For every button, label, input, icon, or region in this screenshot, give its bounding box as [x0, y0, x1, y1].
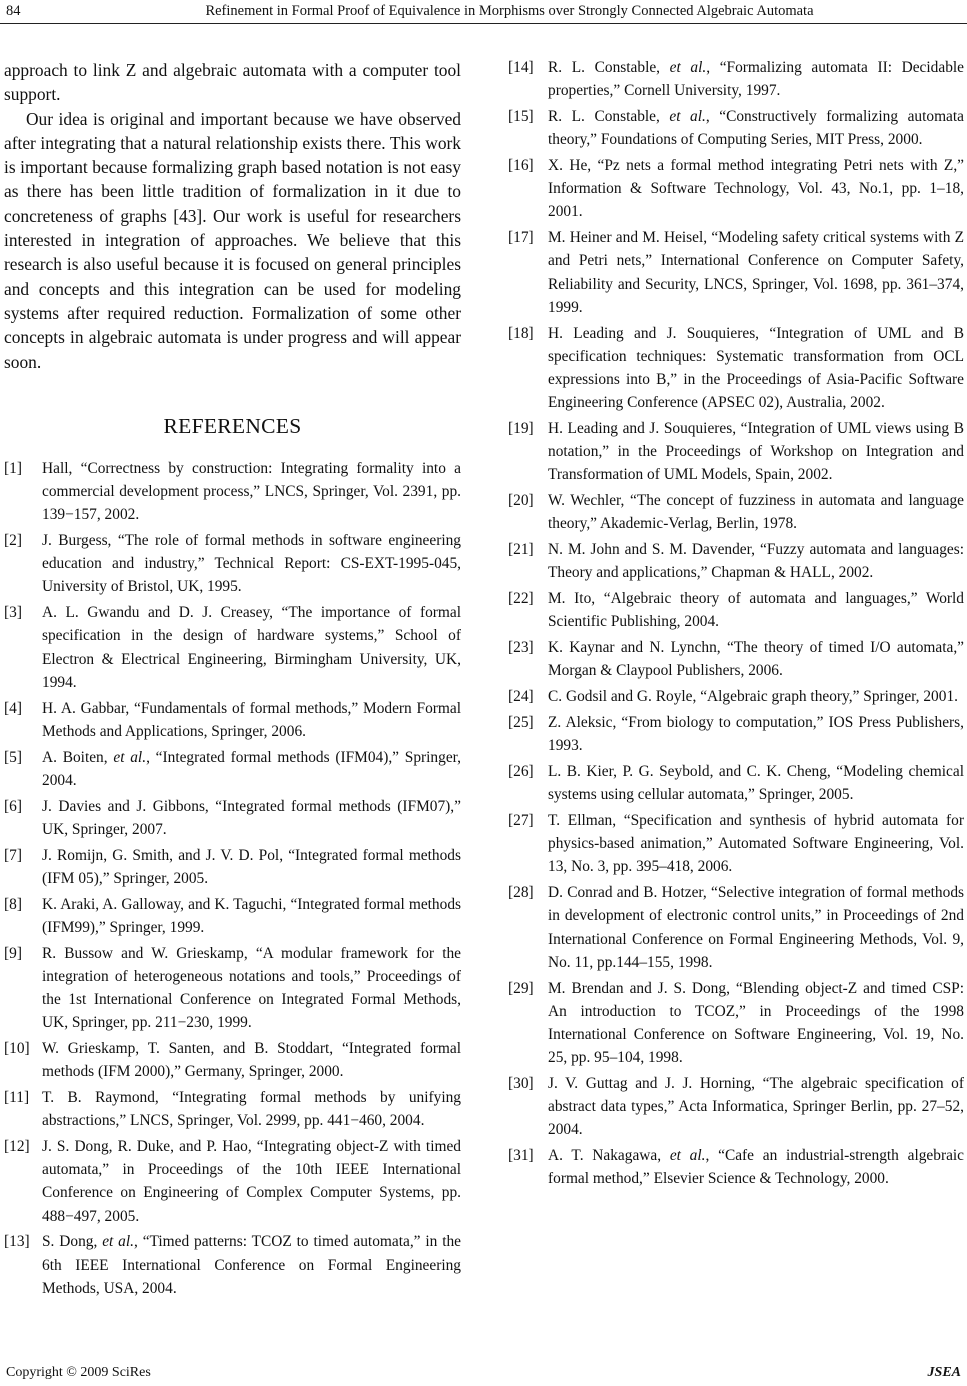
reference-text: K. Araki, A. Galloway, and K. Taguchi, “Integrated formal methods (IFM99),” Springer, 1999.	[42, 895, 461, 936]
reference-text: J. Romijn, G. Smith, and J. V. D. Pol, “Integrated formal methods (IFM 05),” Springer, 2005.	[42, 846, 461, 887]
reference-number: [19]	[508, 420, 534, 438]
reference-text: C. Godsil and G. Royle, “Algebraic graph theory,” Springer, 2001.	[548, 688, 958, 706]
reference-item	[508, 685, 964, 708]
reference-item	[508, 636, 964, 682]
reference-number: [31]	[508, 1147, 534, 1165]
reference-number: [27]	[508, 812, 534, 830]
reference-number: [8]	[4, 895, 22, 913]
reference-number: [21]	[508, 541, 534, 559]
reference-text: S. Dong, et al., “Timed patterns: TCOZ to timed automata,” in the 6th IEEE International Conference on Formal Engineering Methods, USA, 2004.	[42, 1233, 461, 1297]
body-paragraph: Our idea is original and important because we have observed after integrating that a natural relationship exists there. This work is important because formalizing graph based notation is not easy as there has been little tradition of formalization in it due to concreteness of graphs [43]. Our work is useful for researchers interested in integration of approaches. We believe that this research is also useful because it is focused on general principles and concepts and this integration can be used for modeling systems after required reduction. Formalization of some other concepts in algebraic automata is under progress and will appear soon.	[4, 108, 461, 372]
reference-item	[508, 56, 964, 102]
reference-text: X. He, “Pz nets a formal method integrating Petri nets with Z,” Information & Software Technology, Vol. 43, No.1, pp. 1–18, 2001.	[548, 157, 964, 221]
reference-number: [11]	[4, 1089, 30, 1107]
reference-item	[4, 697, 461, 743]
reference-number: [10]	[4, 1040, 30, 1058]
reference-item	[508, 881, 964, 974]
reference-item	[508, 226, 964, 319]
reference-number: [26]	[508, 763, 534, 781]
page-footer	[0, 1365, 967, 1385]
right-column	[508, 56, 964, 1193]
reference-text: J. S. Dong, R. Duke, and P. Hao, “Integrating object-Z with timed automata,” in Proceedings of the 10th IEEE International Conference on Engineering of Complex Computer Systems, pp. 488−497, 2005.	[42, 1138, 461, 1225]
reference-text: M. Brendan and J. S. Dong, “Blending object-Z and timed CSP: An introduction to TCOZ,” in Proceedings of the 1998 International Conference on Software Engineering, Vol. 19, No. 25, pp. 95–104, 1998.	[548, 979, 964, 1067]
page-number: 84	[6, 3, 21, 19]
reference-text: D. Conrad and B. Hotzer, “Selective integration of formal methods in development of electronic control units,” in Proceedings of 2nd International Conference on Formal Engineering Methods, Vol. 9, No. 11, pp.144–155, 1998.	[548, 884, 964, 971]
reference-number: [25]	[508, 714, 534, 732]
reference-number: [4]	[4, 699, 22, 717]
reference-item	[508, 587, 964, 633]
reference-item	[4, 746, 461, 792]
reference-list-right	[508, 56, 964, 1191]
reference-item	[508, 322, 964, 415]
reference-item	[4, 1135, 461, 1228]
reference-text: Z. Aleksic, “From biology to computation,” IOS Press Publishers, 1993.	[548, 714, 964, 755]
reference-number: [2]	[4, 532, 22, 550]
reference-text: L. B. Kier, P. G. Seybold, and C. K. Cheng, “Modeling chemical systems using cellular automata,” Springer, 2005.	[548, 763, 964, 804]
reference-text: R. Bussow and W. Grieskamp, “A modular framework for the integration of heterogeneous notations and tools,” Proceedings of the 1st International Conference on Integrated Formal Methods, UK, Springer, pp. 211−230, 1999.	[42, 944, 461, 1032]
reference-item	[508, 977, 964, 1070]
reference-item	[508, 711, 964, 757]
page-header	[0, 0, 967, 26]
reference-text: A. L. Gwandu and D. J. Creasey, “The importance of formal specification in the design of hardware systems,” School of Electron & Electrical Engineering, Birmingham University, UK, 1994.	[42, 604, 461, 691]
reference-number: [17]	[508, 229, 534, 247]
reference-number: [29]	[508, 979, 534, 997]
reference-text: R. L. Constable, et al., “Constructively formalizing automata theory,” Foundations of Computing Series, MIT Press, 2000.	[548, 108, 964, 149]
reference-number: [12]	[4, 1138, 30, 1156]
reference-text: W. Grieskamp, T. Santen, and B. Stoddart, “Integrated formal methods (IFM 2000),” Germany, Springer, 2000.	[42, 1040, 461, 1081]
reference-text: R. L. Constable, et al., “Formalizing automata II: Decidable properties,” Cornell University, 1997.	[548, 59, 964, 100]
reference-number: [14]	[508, 59, 534, 76]
reference-number: [15]	[508, 108, 534, 125]
reference-item	[4, 457, 461, 527]
reference-item	[4, 1230, 461, 1300]
reference-text: A. Boiten, et al., “Integrated formal methods (IFM04),” Springer, 2004.	[42, 748, 462, 789]
reference-item	[4, 601, 461, 694]
reference-number: [18]	[508, 324, 534, 342]
reference-item	[508, 1144, 964, 1190]
reference-number: [30]	[508, 1075, 534, 1093]
reference-item	[4, 844, 461, 890]
reference-text: A. T. Nakagawa, et al., “Cafe an industrial-strength algebraic formal method,” Elsevier Science & Technology, 2000.	[548, 1147, 965, 1188]
references-heading: REFERENCES	[163, 413, 302, 438]
reference-text: H. Leading and J. Souquieres, “Integration of UML views using B notation,” in the Proceedings of Workshop on Integration and Transformation of UML Models, Spain, 2002.	[548, 420, 964, 484]
header-rule	[0, 23, 967, 24]
reference-number: [7]	[4, 846, 22, 864]
reference-item	[508, 538, 964, 584]
reference-text: K. Kaynar and N. Lynchn, “The theory of timed I/O automata,” Morgan & Claypool Publishers, 2006.	[548, 639, 964, 680]
reference-item	[508, 105, 964, 151]
reference-text: J. Burgess, “The role of formal methods in software engineering education and industry,” Technical Report: CS-EXT-1995-045, University of Bristol, UK, 1995.	[42, 532, 461, 596]
reference-number: [23]	[508, 639, 534, 657]
reference-item	[508, 1072, 964, 1142]
journal-abbreviation: JSEA	[927, 1365, 961, 1380]
reference-item	[4, 1037, 461, 1083]
running-title: Refinement in Formal Proof of Equivalence in Morphisms over Strongly Connected Algebraic Automata	[205, 3, 814, 19]
reference-text: T. Ellman, “Specification and synthesis of hybrid automata for physics-based animation,” Automated Software Engineering, Vol. 13, No. 3, pp. 395–418, 2006.	[548, 812, 964, 876]
reference-number: [6]	[4, 797, 22, 815]
reference-item	[4, 795, 461, 841]
reference-number: [1]	[4, 459, 22, 477]
reference-list-left	[4, 457, 461, 1300]
reference-item	[508, 417, 964, 487]
reference-item	[4, 529, 461, 599]
reference-number: [13]	[4, 1233, 30, 1251]
reference-number: [22]	[508, 590, 534, 608]
reference-item	[4, 942, 461, 1035]
reference-number: [20]	[508, 492, 534, 510]
reference-item	[4, 893, 461, 939]
reference-text: T. B. Raymond, “Integrating formal methods by unifying abstractions,” LNCS, Springer, Vol. 2999, pp. 441−460, 2004.	[42, 1089, 461, 1130]
copyright-notice: Copyright © 2009 SciRes	[6, 1365, 151, 1380]
reference-item	[508, 809, 964, 879]
reference-number: [9]	[4, 944, 22, 962]
reference-text: M. Heiner and M. Heisel, “Modeling safety critical systems with Z and Petri nets,” International Conference on Computer Safety, Reliability and Security, LNCS, Springer, Vol. 1698, pp. 361–374, 1999.	[548, 229, 964, 316]
reference-number: [24]	[508, 688, 534, 706]
reference-number: [16]	[508, 157, 534, 174]
left-column	[4, 58, 461, 1303]
reference-text: N. M. John and S. M. Davender, “Fuzzy automata and languages: Theory and applications,” Chapman & HALL, 2002.	[548, 541, 964, 582]
reference-item	[508, 154, 964, 224]
reference-item	[508, 760, 964, 806]
reference-number: [3]	[4, 604, 22, 622]
body-text	[4, 58, 461, 374]
reference-item	[508, 489, 964, 535]
reference-text: Hall, “Correctness by construction: Integrating formality into a commercial development process,” LNCS, Springer, Vol. 2391, pp. 139−157, 2002.	[42, 459, 461, 524]
reference-text: M. Ito, “Algebraic theory of automata and languages,” World Scientific Publishing, 2004.	[548, 590, 964, 631]
reference-number: [5]	[4, 748, 22, 766]
reference-text: W. Wechler, “The concept of fuzziness in automata and language theory,” Akademic-Verlag, Berlin, 1978.	[548, 492, 964, 533]
reference-text: H. A. Gabbar, “Fundamentals of formal methods,” Modern Formal Methods and Applications, Springer, 2006.	[42, 699, 461, 740]
reference-text: H. Leading and J. Souquieres, “Integration of UML and B specification techniques: Systematic transformation from OCL expressions into B,” in the Proceedings of Asia-Pacific Software Engineering Conference (APSEC 02), Australia, 2002.	[548, 324, 964, 412]
reference-text: J. Davies and J. Gibbons, “Integrated formal methods (IFM07),” UK, Springer, 2007.	[42, 797, 461, 838]
reference-item	[4, 1086, 461, 1132]
body-paragraph: approach to link Z and algebraic automata with a computer tool support.	[4, 60, 461, 105]
reference-text: J. V. Guttag and J. J. Horning, “The algebraic specification of abstract data types,” Acta Informatica, Springer Berlin, pp. 27–52, 2004.	[548, 1075, 964, 1139]
reference-number: [28]	[508, 884, 534, 902]
